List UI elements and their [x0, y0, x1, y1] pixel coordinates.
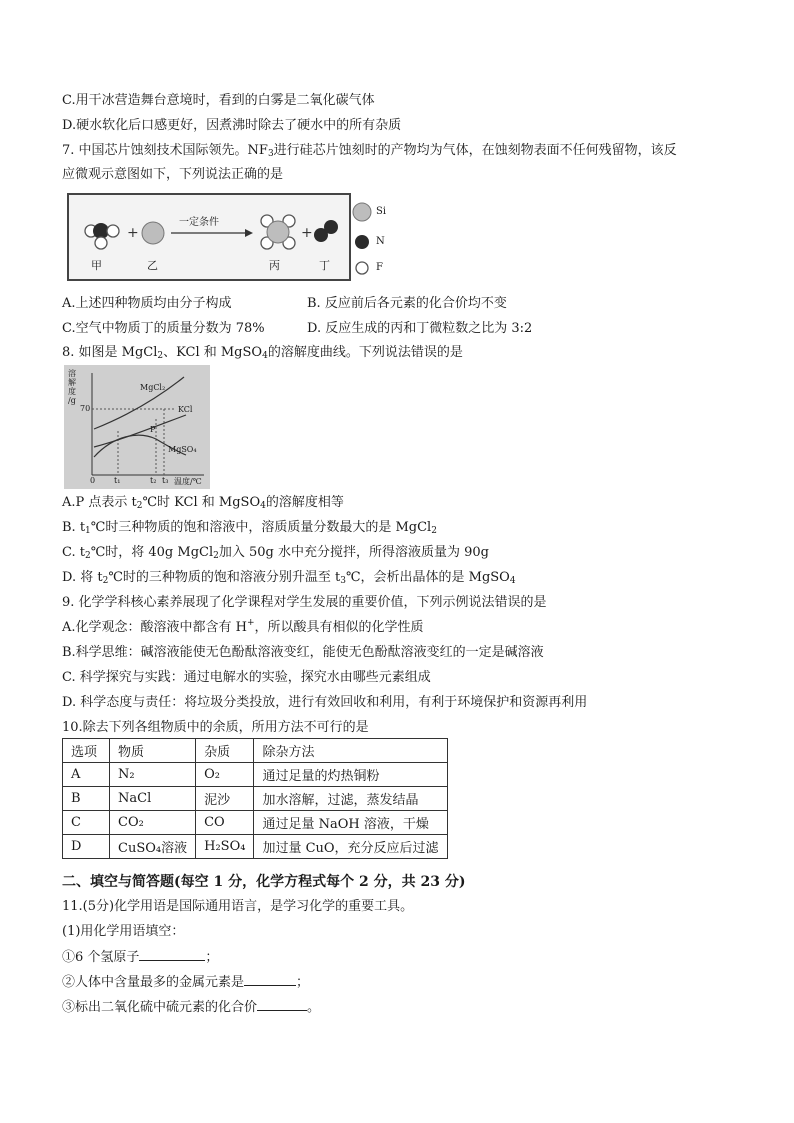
table-cell: A	[63, 763, 110, 787]
table-header-row	[63, 739, 448, 763]
label-ding: 丁	[319, 259, 330, 272]
answer-blank[interactable]	[139, 948, 205, 961]
table-cell: CuSO₄溶液	[110, 835, 196, 859]
table-cell: 通过足量 NaOH 溶液，干燥	[254, 811, 447, 835]
series-kcl: KCl	[178, 405, 193, 414]
table-cell: B	[63, 787, 110, 811]
point-p: P	[150, 425, 156, 434]
question-10-stem: 10.除去下列各组物质中的余质，所用方法不可行的是	[62, 720, 369, 735]
tick-t2: t₂	[150, 476, 157, 485]
q8-option-c: C. $t_2℃$时，将 40g MgCl$_2$加入 50g 水中充分搅拌，所得溶液质量为 90g	[62, 545, 489, 561]
series-mgso4: MgSO₄	[168, 445, 197, 454]
tick-t3: t₃	[162, 476, 169, 485]
table-cell: CO	[196, 811, 254, 835]
q7-option-c: C.空气中物质丁的质量分数为 78%	[62, 321, 265, 336]
solubility-curve-figure	[64, 365, 210, 489]
x-axis-label: 温度/℃	[174, 477, 202, 486]
q7-option-d: D. 反应生成的丙和丁微粒数之比为 3:2	[307, 321, 533, 336]
table-cell: NaCl	[110, 787, 196, 811]
section-2-heading: 二、填空与简答题(每空 1 分，化学方程式每个 2 分，共 23 分)	[62, 874, 466, 890]
header-cell: 杂质	[196, 739, 254, 763]
q9-option-b: B.科学思维：碱溶液能使无色酚酞溶液变红，能使无色酚酞溶液变红的一定是碱溶液	[62, 645, 544, 660]
tick-t1: t₁	[114, 476, 121, 485]
table-cell: CO₂	[110, 811, 196, 835]
question-11-part-1: (1)用化学用语填空：	[62, 924, 185, 939]
q8-option-b: B. $t_1℃$时三种物质的饱和溶液中，溶质质量分数最大的是 MgCl$_2$	[62, 520, 437, 536]
table-row	[63, 811, 448, 835]
q7-option-b: B. 反应前后各元素的化合价均不变	[307, 296, 507, 311]
answer-blank[interactable]	[244, 973, 296, 986]
q11-item-1: ①6 个氢原子 ；	[62, 950, 219, 965]
table-cell: 泥沙	[196, 787, 254, 811]
table-cell: H₂SO₄	[196, 835, 254, 859]
legend-f: F	[376, 262, 383, 273]
table-row	[63, 835, 448, 859]
svg-text:+: +	[127, 225, 139, 241]
question-9-stem: 9. 化学学科核心素养展现了化学课程对学生发展的重要价值，下列示例说法错误的是	[62, 595, 547, 610]
atom-legend	[352, 198, 398, 280]
q9-option-a: A.化学观念：酸溶液中都含有 H+，所以酸具有相似的化学性质	[62, 618, 424, 635]
header-cell: 除杂方法	[254, 739, 447, 763]
q8-option-d: D. 将 $t_2℃$时的三种物质的饱和溶液分别升温至 $t_3℃$，会析出晶体的是 MgSO$_4$	[62, 570, 516, 586]
header-cell: 选项	[63, 739, 110, 763]
y-tick-70: 70	[80, 404, 91, 413]
table-cell: 通过足量的灼热铜粉	[254, 763, 447, 787]
option-d-hard-water: D.硬水软化后口感更好，因煮沸时除去了硬水中的所有杂质	[62, 118, 402, 133]
table-cell: N₂	[110, 763, 196, 787]
question-7-stem: 7. 中国芯片蚀刻技术国际领先。$NF_3$进行硅芯片蚀刻时的产物均为气体，在蚀刻物表面不任何残留物，该反	[62, 143, 677, 159]
table-cell: D	[63, 835, 110, 859]
table-row	[63, 763, 448, 787]
question-11-stem: 11.(5分)化学用语是国际通用语言，是学习化学的重要工具。	[62, 899, 414, 914]
table-cell: O₂	[196, 763, 254, 787]
question-8-stem: 8. 如图是 MgCl$_2$、KCl 和 MgSO$_4$的溶解度曲线。下列说法错误的是	[62, 345, 463, 361]
label-bing: 丙	[269, 259, 280, 272]
q9-option-c: C. 科学探究与实践：通过电解水的实验，探究水由哪些元素组成	[62, 670, 431, 685]
legend-si: Si	[376, 206, 387, 217]
q11-item-2: ②人体中含量最多的金属元素是 ；	[62, 975, 310, 990]
option-c-dry-ice: C.用干冰营造舞台意境时，看到的白雾是二氧化碳气体	[62, 93, 375, 108]
reaction-condition: 一定条件	[179, 217, 219, 228]
q9-option-d: D. 科学态度与责任：将垃圾分类投放，进行有效回收和利用，有利于环境保护和资源再利用	[62, 695, 588, 710]
label-yi: 乙	[147, 259, 158, 272]
legend-n: N	[376, 236, 385, 247]
q8-option-a: A.P 点表示 $t_2℃$时 KCl 和 MgSO$_4$的溶解度相等	[62, 495, 344, 511]
reaction-diagram	[67, 193, 351, 281]
q7-option-a: A.上述四种物质均由分子构成	[62, 296, 232, 311]
origin: 0	[90, 476, 96, 485]
q11-item-3: ③标出二氧化硫中硫元素的化合价 。	[62, 1000, 321, 1015]
table-cell: 加水溶解，过滤，蒸发结晶	[254, 787, 447, 811]
impurity-removal-table	[62, 738, 448, 859]
table-cell: C	[63, 811, 110, 835]
header-cell: 物质	[110, 739, 196, 763]
table-row	[63, 787, 448, 811]
table-cell: 加过量 CuO，充分反应后过滤	[254, 835, 447, 859]
label-jia: 甲	[91, 259, 102, 272]
answer-blank[interactable]	[257, 998, 307, 1011]
svg-text:+: +	[301, 225, 313, 241]
y-axis-label: 溶 解 度 /g	[68, 369, 76, 405]
question-7-stem-cont: 应微观示意图如下，下列说法正确的是	[62, 167, 284, 182]
series-mgcl2: MgCl₂	[140, 383, 166, 392]
